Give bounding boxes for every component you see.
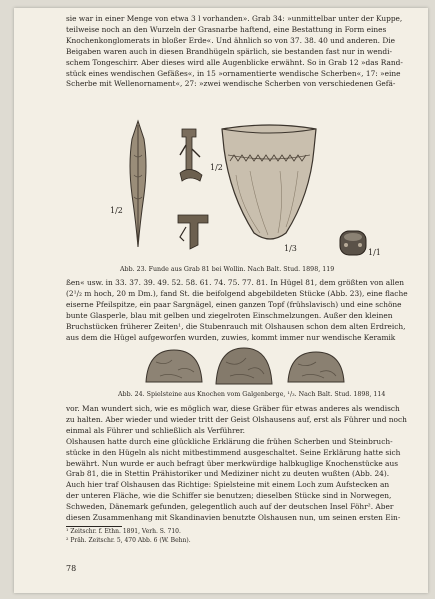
paragraph-bottom [66, 404, 416, 524]
nail-drawing [178, 215, 208, 249]
text-line: bunte Glasperle, blau mit gelben und ziegelroten Einschmelzungen. Außer den kleinen [66, 310, 393, 320]
text-line: einmal als Führer und schließlich als Verführer. [66, 425, 245, 435]
pot-drawing [222, 125, 316, 239]
text-line: stück eines wendischen Gefäßes«, in 15 »ornamentierte wendische Scherben«, 17: »eine [66, 68, 401, 78]
text-line: (2¹/₂ m hoch, 20 m Dm.), fand St. die beifolgend abgebildeten Stücke (Abb. 23), eine flache [66, 288, 408, 298]
text-line: teilweise noch an den Wurzeln der Grasnarbe haftend, eine Bestattung in Form eines [66, 24, 387, 34]
text-line: Knochenkonglomerats in bloßer Erde«. Und ähnlich so von 37. 38. 40 und anderen. Die [66, 35, 396, 45]
scale-label: 1/1 [368, 248, 381, 257]
text-line: Schweden, Dänemark gefunden, gelegentlich auch auf der deutschen Insel Föhr². Aber [66, 502, 394, 512]
glass-bead-drawing [340, 231, 366, 255]
text-line: sie war in einer Menge von etwa 3 l vorhanden». Grab 34: »unmittelbar unter der Kuppe, [66, 14, 403, 23]
text-line: aus dem die Hügel aufgeworfen wurden, zuwies, kommt immer nur wendische Keramik [66, 332, 396, 342]
text-line: Beigaben waren auch in diesen Brandhügeln spärlich, sie bestanden fast nur in wendi- [66, 46, 392, 56]
text-line: bewährt. Nun wurde er auch befragt über merkwürdige halbkuglige Knochenstücke aus [66, 458, 399, 468]
text-line: Bruchstücken früherer Zeiten¹, die Stubenrauch mit Olshausen schon dem alten Erdreich, [66, 321, 406, 331]
text-line: Auch hier traf Olshausen das Richtige: Spielsteine mit einem Loch zum Aufstecken an [66, 480, 390, 490]
text-line: ßen« usw. in 33. 37. 39. 49. 52. 58. 61. 74. 75. 77. 81. In Hügel 81, dem größten von allen [66, 278, 404, 287]
figure-23-illustration [110, 115, 410, 267]
text-line: Olshausen hatte durch eine glückliche Erklärung die frühen Scherben und Steinbruch- [66, 436, 393, 446]
text-line: eiserne Pfeilspitze, ein paar Sargnägel, einen ganzen Topf (frühslavisch) und eine schöne [66, 299, 402, 309]
figure-24-caption: Abb. 24. Spielsteine aus Knochen vom Galgenberge, ¹/₃. Nach Balt. Stud. 1898, 114 [118, 391, 386, 398]
text-line: zu halten. Aber wieder und wieder tritt der Geist Olshausens auf, erst als Führer und noch [66, 414, 407, 424]
text-line: Grab 81, die in Stettin Prähistoriker und Mediziner nicht zu deuten wußten (Abb. 24). [66, 469, 390, 479]
scale-label: 1/3 [284, 244, 297, 253]
arrowhead-drawing [130, 121, 146, 247]
game-piece-drawing [216, 348, 272, 384]
nail-drawing [180, 129, 202, 181]
paragraph-top [66, 14, 416, 90]
footnote-divider [66, 526, 122, 527]
figure-24-illustration [142, 346, 352, 390]
text-line: Scherbe mit Wellenornament«, 27: »zwei wendische Scherben von verschiedenen Gefä- [66, 79, 396, 89]
page-number: 78 [66, 564, 77, 573]
paragraph-middle [66, 278, 416, 343]
scale-label: 1/2 [210, 163, 223, 172]
text-line: vor. Man wundert sich, wie es möglich war, diese Gräber für etwas anderes als wendisch [66, 404, 400, 413]
footnote: ² Präh. Zeitschr. 5, 470 Abb. 6 (W. Behn). [66, 537, 191, 544]
footnote: ¹ Zeitschr. f. Ethn. 1891, Verh. S. 710. [66, 528, 181, 535]
text-line: diesen Zusammenhang mit Skandinavien benutzte Olshausen nun, um seinen ersten Ein- [66, 513, 401, 523]
text-line: stücke in den Hügeln als nicht mitbestimmend ausgeschaltet. Seine Erklärung hatte sich [66, 447, 401, 457]
book-page [14, 8, 428, 593]
text-line: der unteren Fläche, wie die Schiffer sie benutzen; dieselben Stücke sind in Norwegen, [66, 491, 392, 501]
text-line: schem Tongeschirr. Aber dieses wird alle Augenblicke erwähnt. So in Grab 12 »das Rand- [66, 57, 403, 67]
game-piece-drawing [288, 352, 344, 382]
figure-23-caption: Abb. 23. Funde aus Grab 81 bei Wollin. Nach Balt. Stud. 1898, 119 [120, 266, 335, 273]
game-piece-drawing [146, 350, 202, 382]
scale-label: 1/2 [110, 206, 123, 215]
